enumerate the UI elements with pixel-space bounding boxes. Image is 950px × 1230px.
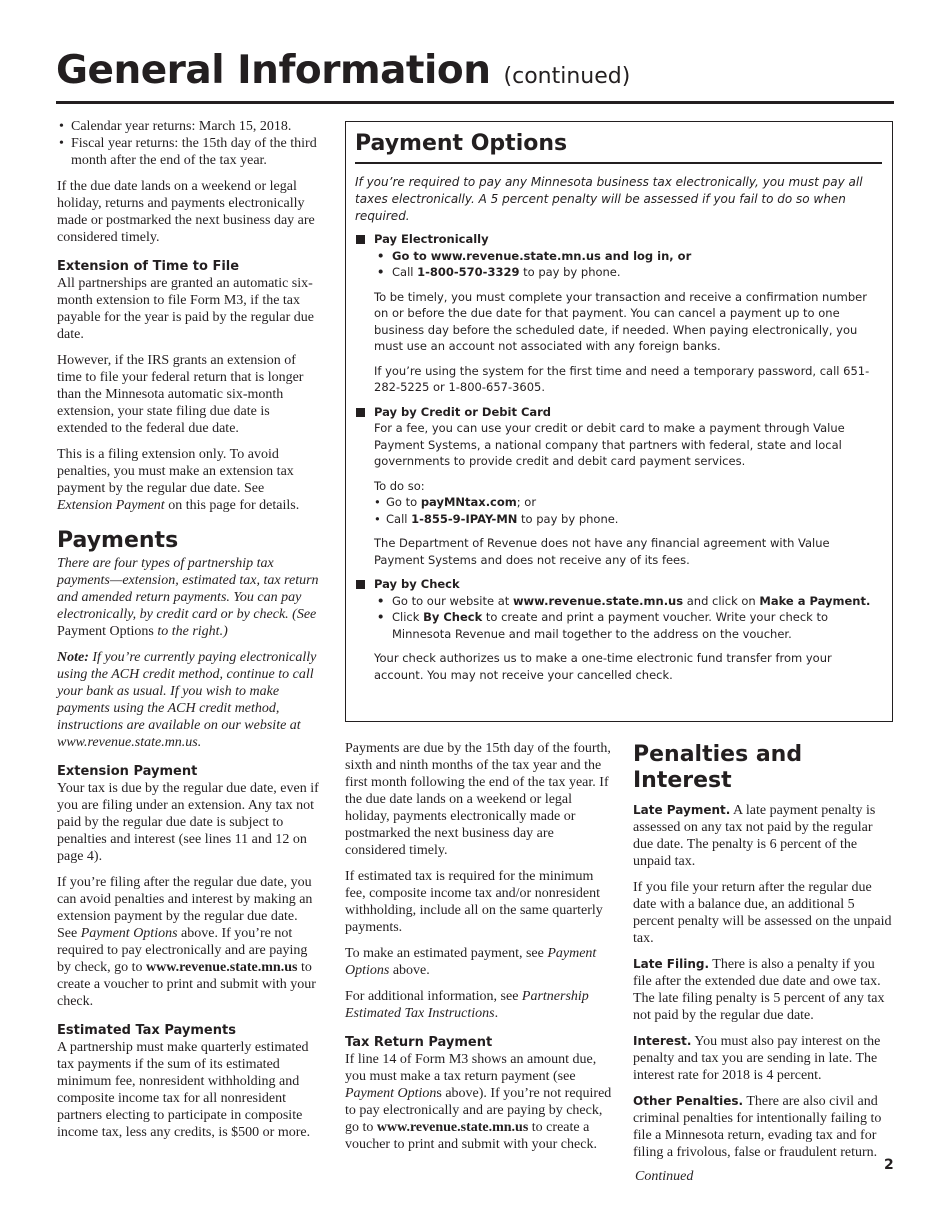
payment-options-title: Payment Options [355,131,568,156]
ach-note: Note: If you’re currently paying electronically using the ACH credit method, continue to call your bank as usual. If you wish to make payments using the ACH credit method, instructions are available on our website at www.revenue.state.mn.us. [57,650,317,750]
make-a-payment-action: Make a Payment. [759,593,871,608]
paragraph: Other Penalties. There are also civil and criminal penalties for intentionally failing to file a Minnesota return, evading tax and for filing a frivolous, false or fraudulent return. [633,1094,882,1160]
penalties-and-interest-heading: Penalties and Interest [633,742,803,793]
due-date-list [57,118,319,169]
page-title: General Information (continued) [56,48,631,93]
paragraph: A partnership must make quarterly estimated tax payments if the sum of its estimated minimum fee, nonresident withholding and composite income tax for all nonresident partners electing to participate in composite income tax, less any credits, is $500 or more. [57,1040,311,1140]
paragraph: If you file your return after the regular due date with a balance due, an additional 5 percent penalty will be assessed on the unpaid tax. [633,880,892,946]
payments-intro: There are four types of partnership tax payments—extension, estimated tax, tax return and amended return payments. You can pay electronically, by credit card or by check. (See Payment Options to the right.) [57,556,319,639]
paragraph: Late Payment. A late payment penalty is assessed on any tax not paid by the regular due date. The penalty is 6 percent of the unpaid tax. [633,803,876,869]
pay-electronically-section [355,248,882,396]
paragraph: If estimated tax is required for the minimum fee, composite income tax and/or nonresident withholding, include all on the same quarterly payments. [345,869,603,935]
paymntax-link[interactable]: payMNtax.com [420,495,517,509]
paragraph: If you’re using the system for the first time and need a temporary password, call 651-282-5225 or 1-800-657-3605. [374,363,870,394]
phone-number: 1-855-9-IPAY-MN [411,511,518,526]
paragraph: If you’re filing after the regular due date, you can avoid penalties and interest by making an extension payment by the regular due date. See Payment Options above. If you’re not required to pay electronically and are paying by check, go to www.revenue.state.mn.us to create a voucher to print and submit with your check. [57,875,316,1009]
extension-of-time-heading: Extension of Time to File [57,259,240,274]
paragraph: To make an estimated payment, see Payment Options above. [345,946,597,978]
paragraph: If line 14 of Form M3 shows an amount due, you must make a tax return payment (see Payment Options above). If you’re not required to pay electronically and are paying by check, go to www.revenue.state.mn.us to create a voucher to print and submit with your check. [345,1052,612,1152]
paragraph: Late Filing. There is also a penalty if you file after the extended due date and owe tax. The late filing penalty is 5 percent of any tax not paid by the regular due date. [633,957,885,1023]
tax-return-payment-heading: Tax Return Payment [345,1035,493,1050]
to-do-so-label: To do so: [374,478,425,493]
column-right [633,728,895,1170]
pay-by-check-section [355,593,882,684]
paragraph: Your check authorizes us to make a one-time electronic fund transfer from your account. You may not receive your cancelled check. [374,651,832,682]
revenue-website-link[interactable]: www.revenue.state.mn.us [512,593,684,608]
pay-by-card-section [355,420,882,568]
pay-by-check-heading: Pay by Check [355,576,882,593]
phone-number: 1-800-570-3329 [417,265,520,279]
extension-payment-heading: Extension Payment [57,764,198,779]
title-suffix: (continued) [503,64,631,89]
payments-heading: Payments [57,528,179,553]
column-middle [345,740,613,1162]
paragraph: To be timely, you must complete your transaction and receive a confirmation number on or before the due date for that payment. You can cancel a payment up to one business day before the scheduled date, if needed. When paying electronically, you must use an account not associated with any foreign banks. [374,289,867,353]
pay-electronically-heading: Pay Electronically [355,231,882,248]
paragraph: The Department of Revenue does not have any financial agreement with Value Payment Systems and does not receive any of its fees. [374,536,830,567]
revenue-website-link[interactable]: www.revenue.state.mn.us [376,1120,529,1135]
paragraph: Payments are due by the 15th day of the fourth, sixth and ninth months of the tax year and the first month following the end of the tax year. If the due date lands on a weekend or legal holiday, payments electronically made or postmarked the next business day are considered timely. [345,741,611,858]
paragraph: Your tax is due by the regular due date, even if you are filing under an extension. Any tax not paid by the regular due date is subject to penalties and interest (see lines 11 and 12 on page 4). [57,781,319,864]
due-date-weekend-paragraph: If the due date lands on a weekend or legal holiday, returns and payments electronically made or postmarked the next business day are considered timely. [57,179,315,245]
paragraph: Interest. You must also pay interest on the penalty and tax you are sending in late. The interest rate for 2018 is 4 percent. [633,1034,881,1083]
list-item: • Call 1-855-9-IPAY-MN to pay by phone. [374,511,882,528]
revenue-website-link[interactable]: www.revenue.state.mn.us [146,960,298,975]
paragraph: For additional information, see Partnership Estimated Tax Instructions. [345,989,589,1021]
list-item: • Go to our website at www.revenue.state.mn.us and click on Make a Payment. [374,593,882,610]
list-item: • Go to payMNtax.com; or [374,494,882,511]
list-item: • Call 1-800-570-3329 to pay by phone. [374,264,882,281]
list-item: • Click By Check to create and print a payment voucher. Write your check to Minnesota Revenue and mail together to the address on the voucher. [374,609,882,642]
pay-by-card-heading: Pay by Credit or Debit Card [355,404,882,421]
payment-options-divider [355,162,882,164]
list-item: • Go to www.revenue.state.mn.us and log in, or [374,248,882,265]
paragraph: However, if the IRS grants an extension of time to file your federal return that is longer than the Minnesota automatic six-month extension, your state filing due date is extended to the federal due date. [57,353,304,436]
continued-note: Continued [635,1169,694,1184]
by-check-action: By Check [423,610,483,624]
page-number: 2 [884,1157,894,1173]
list-item: • Fiscal year returns: the 15th day of the third month after the end of the tax year. [57,135,319,169]
paragraph: This is a filing extension only. To avoid penalties, you must make an extension tax payment by the regular due date. See Extension Payment on this page for details. [57,447,300,513]
paragraph: All partnerships are granted an automatic six-month extension to file Form M3, if the tax payable for the year is paid by the regular due date. [57,276,314,342]
estimated-tax-payments-heading: Estimated Tax Payments [57,1023,236,1038]
paragraph: For a fee, you can use your credit or debit card to make a payment through Value Payment Systems, a national company that partners with federal, state and local governments to provide credit and debit card payment services. [374,421,845,468]
payment-options-box [345,121,893,722]
column-left [57,118,319,1150]
title-divider [56,101,894,104]
extension-payment-reference: Extension Payment [57,498,165,513]
list-item: • Calendar year returns: March 15, 2018. [57,118,319,135]
payment-options-intro: If you’re required to pay any Minnesota business tax electronically, you must pay all taxes electronically. A 5 percent penalty will be assessed if you fail to do so when required. [355,175,863,223]
